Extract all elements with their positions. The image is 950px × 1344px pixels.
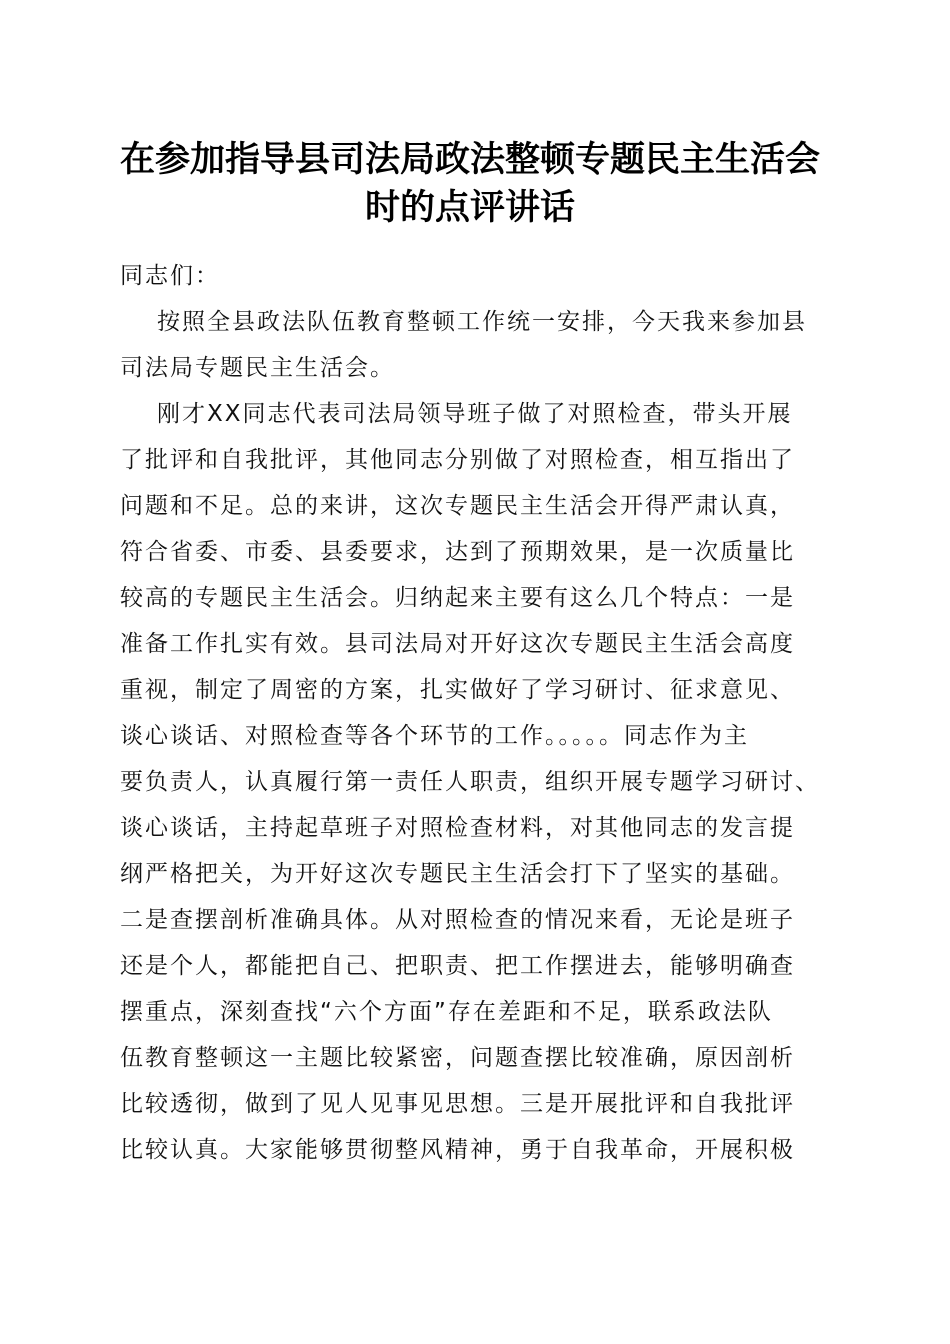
paragraph-2-line: 要负责人，认真履行第一责任人职责，组织开展专题学习研讨、 bbox=[120, 769, 820, 795]
paragraph-2-line: 问题和不足。总的来讲，这次专题民主生活会开得严肃认真， bbox=[120, 493, 795, 519]
paragraph-2-line: 了批评和自我批评，其他同志分别做了对照检查，相互指出了 bbox=[120, 447, 795, 473]
paragraph-2-line: 纲严格把关，为开好这次专题民主生活会打下了坚实的基础。 bbox=[120, 861, 795, 887]
document-title bbox=[100, 136, 840, 232]
paragraph-1-line: 按照全县政法队伍教育整顿工作统一安排，今天我来参加县 bbox=[157, 309, 807, 335]
paragraph-2-line: 摆重点，深刻查找“六个方面”存在差距和不足，联系政法队 bbox=[120, 999, 773, 1025]
paragraph-2-line: 二是查摆剖析准确具体。从对照检查的情况来看，无论是班子 bbox=[120, 907, 795, 933]
paragraph-2-line: 符合省委、市委、县委要求，达到了预期效果，是一次质量比 bbox=[120, 539, 795, 565]
paragraph-2-line: 重视，制定了周密的方案，扎实做好了学习研讨、征求意见、 bbox=[120, 677, 795, 703]
document-body bbox=[120, 253, 832, 1173]
paragraph-2-line: 比较透彻，做到了见人见事见思想。三是开展批评和自我批评 bbox=[120, 1091, 795, 1117]
paragraph-2-line: 谈心谈话、对照检查等各个环节的工作。。。。。同志作为主 bbox=[120, 723, 749, 749]
paragraph-1-line: 司法局专题民主生活会。 bbox=[120, 355, 395, 381]
paragraph-2-line: 准备工作扎实有效。县司法局对开好这次专题民主生活会高度 bbox=[120, 631, 795, 657]
paragraph-2-line: 伍教育整顿这一主题比较紧密，问题查摆比较准确，原因剖析 bbox=[120, 1045, 795, 1071]
paragraph-2-line: 刚才XX同志代表司法局领导班子做了对照检查，带头开展 bbox=[157, 401, 793, 427]
paragraph-2-line: 还是个人，都能把自己、把职责、把工作摆进去，能够明确查 bbox=[120, 953, 795, 979]
salutation: 同志们： bbox=[120, 263, 220, 289]
paragraph-2-line: 谈心谈话，主持起草班子对照检查材料，对其他同志的发言提 bbox=[120, 815, 795, 841]
paragraph-2-line: 较高的专题民主生活会。归纳起来主要有这么几个特点：一是 bbox=[120, 585, 795, 611]
title-line-1: 在参加指导县司法局政法整顿专题民主生活会 bbox=[119, 139, 820, 180]
paragraph-2-line: 比较认真。大家能够贯彻整风精神，勇于自我革命，开展积极 bbox=[120, 1137, 795, 1163]
title-line-2: 时的点评讲话 bbox=[364, 187, 575, 228]
